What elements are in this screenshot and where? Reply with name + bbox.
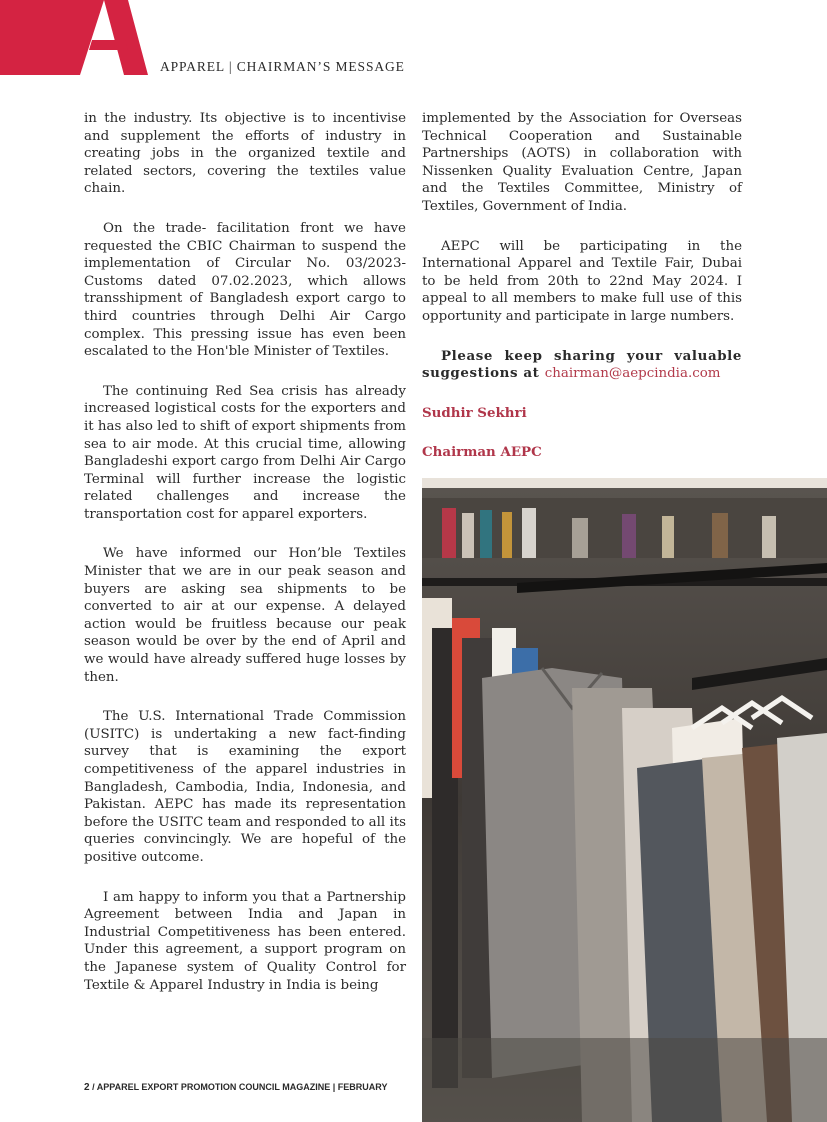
logo-a-mark — [0, 0, 148, 75]
signature-name: Sudhir Sekhri — [422, 404, 527, 421]
left-column — [84, 110, 406, 1016]
paragraph: We have informed our Hon’ble Textiles Minister that we are in our peak season and buyers are asking sea shipments to be converted to air at our expense. A delayed action would be fruitless because our peak season would be over by the end of April and we would have already suffered huge losses by then. — [84, 546, 406, 685]
paragraph: I am happy to inform you that a Partnership Agreement between India and Japan in Industrial Competitiveness has been entered. Under this agreement, a support program on the Japanese system of Quality Control for Textile & Apparel Industry in India is being — [84, 889, 406, 993]
clothing-rack-photo — [422, 478, 827, 1122]
right-column — [422, 110, 742, 484]
paragraph: On the trade- facilitation front we have requested the CBIC Chairman to suspend the implementation of Circular No. 03/2023-Customs dated 07.02.2023, which allows transshipment of Bangladesh export cargo to third countries through Delhi Air Cargo complex. This pressing issue has even been escalated to the Hon'ble Minister of Textiles. — [84, 220, 406, 360]
closing-text: Please keep sharing your valuable suggestions at — [422, 347, 742, 382]
paragraph: in the industry. Its objective is to incentivise and supplement the efforts of industry in creating jobs in the organized textile and related sectors, covering the textiles value chain. — [84, 111, 406, 197]
signature-title: Chairman AEPC — [422, 444, 542, 461]
page-footer — [84, 1082, 387, 1093]
paragraph: AEPC will be participating in the International Apparel and Textile Fair, Dubai to be held from 20th to 22nd May 2024. I appeal to all members to make full use of this opportunity and participate in large numbers. — [422, 238, 742, 324]
paragraph: The continuing Red Sea crisis has already increased logistical costs for the exporters and it has also led to shift of export shipments from sea to air mode. At this crucial time, allowing Bangladeshi export cargo from Delhi Air Cargo Terminal will further increase the logistic related challenges and increase the transportation cost for apparel exporters. — [84, 383, 406, 522]
aepc-logo — [0, 0, 148, 75]
paragraph: implemented by the Association for Overseas Technical Cooperation and Sustainable Partnerships (AOTS) in collaboration with Nissenken Quality Evaluation Centre, Japan and the Textiles Committee, Ministry of Textiles, Government of India. — [422, 111, 742, 214]
email-link[interactable]: chairman@aepcindia.com — [544, 366, 721, 382]
closing-paragraph — [422, 348, 742, 383]
page-number: 2 — [84, 1082, 90, 1093]
section-header: APPAREL | CHAIRMAN’S MESSAGE — [160, 59, 405, 74]
clothing-rack-illustration — [422, 478, 827, 1122]
paragraph: The U.S. International Trade Commission (USITC) is undertaking a new fact-finding survey that is examining the export competitiveness of the apparel industries in Bangladesh, Cambodia, India, Indonesia, and Pakistan. AEPC has made its representation before the USITC team and responded to all its queries convincingly. We are hopeful of the positive outcome. — [84, 709, 406, 865]
footer-text: / APPAREL EXPORT PROMOTION COUNCIL MAGAZINE | FEBRUARY — [92, 1082, 388, 1092]
